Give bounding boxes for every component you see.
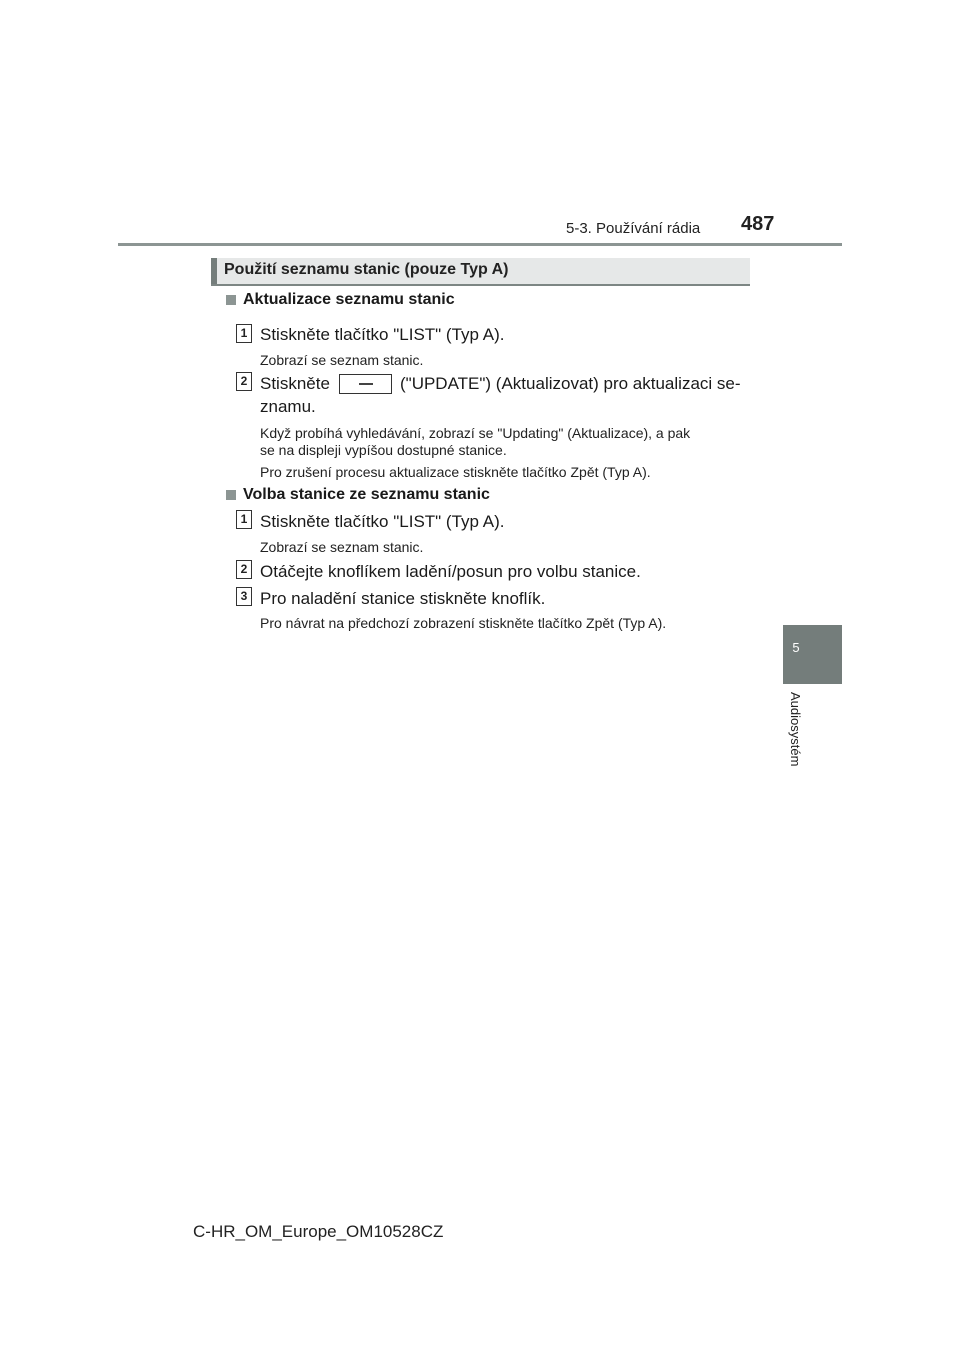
subheading-select-station: Volba stanice ze seznamu stanic: [243, 486, 490, 503]
step-text: Otáčejte knoflíkem ladění/posun pro volbu stanice.: [260, 562, 641, 581]
header-divider: [118, 243, 842, 246]
page-number: 487: [741, 213, 775, 235]
step-text: Pro naladění stanice stiskněte knoflík.: [260, 589, 546, 608]
header-section-title: 5-3. Používání rádia: [566, 220, 701, 237]
chapter-number: 5: [792, 640, 800, 655]
step-number-badge: 2: [236, 560, 252, 579]
step-text-after-button: ("UPDATE") (Aktualizovat) pro aktualizaci se-: [400, 374, 741, 393]
subheading-update-list: Aktualizace seznamu stanic: [243, 291, 455, 308]
step-number-badge: 1: [236, 324, 252, 343]
step-note: Zobrazí se seznam stanic.: [260, 539, 424, 555]
chapter-label: Audiosystém: [788, 692, 803, 767]
step-note: Když probíhá vyhledávání, zobrazí se "Updating" (Aktualizace), a pak: [260, 425, 691, 441]
dash-icon: [359, 383, 373, 385]
step-note: Pro návrat na předchozí zobrazení stiskněte tlačítko Zpět (Typ A).: [260, 615, 667, 631]
step-number-badge: 3: [236, 587, 252, 606]
section-title: Použití seznamu stanic (pouze Typ A): [224, 261, 509, 278]
step-text-continued: znamu.: [260, 397, 316, 416]
step-number-badge: 2: [236, 372, 252, 391]
step-note: se na displeji vypíšou dostupné stanice.: [260, 442, 507, 458]
update-button-icon: [339, 374, 392, 394]
section-title-accent: [211, 258, 217, 284]
step-text: Stiskněte tlačítko "LIST" (Typ A).: [260, 512, 505, 531]
step-text-before-button: Stiskněte: [260, 374, 330, 393]
square-bullet-icon: [226, 295, 236, 305]
step-note: Pro zrušení procesu aktualizace stiskněte tlačítko Zpět (Typ A).: [260, 464, 651, 480]
document-id: C-HR_OM_Europe_OM10528CZ: [193, 1222, 444, 1241]
step-number-badge: 1: [236, 510, 252, 529]
square-bullet-icon: [226, 490, 236, 500]
step-text: Stiskněte tlačítko "LIST" (Typ A).: [260, 325, 505, 344]
step-note: Zobrazí se seznam stanic.: [260, 352, 424, 368]
